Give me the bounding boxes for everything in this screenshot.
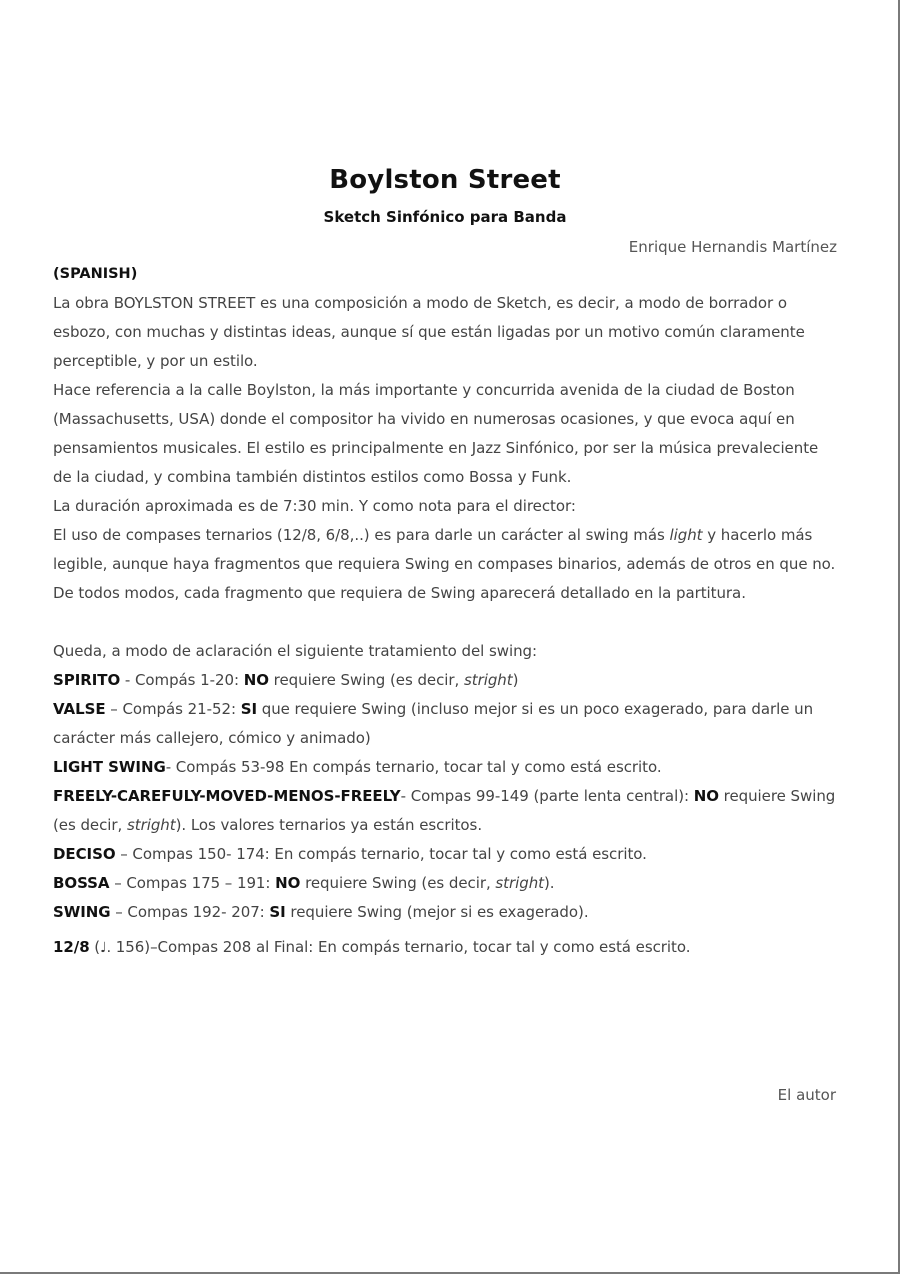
section-italic-term: stright: [463, 671, 513, 689]
section-measures: – Compas 175 – 191:: [109, 874, 276, 892]
section-measures: – Compas 192- 207:: [110, 903, 270, 921]
section-light-swing: [53, 753, 837, 782]
section-twelve-eight: [53, 933, 837, 963]
dotted-quarter-note-icon: ♩.: [100, 940, 112, 956]
section-name: SPIRITO: [53, 671, 121, 689]
page-subtitle: Sketch Sinfónico para Banda: [323, 208, 567, 226]
section-description: 156)–Compas 208 al Final: En compás ternario, tocar tal y como está escrito.: [111, 938, 691, 956]
section-end: ): [512, 671, 519, 689]
section-swing-flag: SI: [240, 700, 258, 718]
section-description: que requiere Swing (incluso mejor si es un poco exagerado, para darle un carácter más callejero, cómico y animado): [53, 700, 814, 747]
section-freely: [53, 782, 837, 840]
section-name: 12/8: [53, 938, 90, 956]
intro-p4-text-b: y hacerlo más legible, aunque haya fragmentos que requiera Swing en compases binarios, además de otros en que no. De todos modos, cada fragmento que requiera de Swing aparecerá detallado en la partitura.: [53, 526, 836, 602]
page-title: Boylston Street: [329, 165, 561, 195]
intro-paragraph-2: Hace referencia a la calle Boylston, la más importante y concurrida avenida de la ciudad de Boston (Massachusetts, USA) donde el compositor ha vivido en numerosas ocasiones, y que evoca aquí en pensamientos musicales. El estilo es principalmente en Jazz Sinfónico, por ser la música prevaleciente de la ciudad, y combina también distintos estilos como Bossa y Funk.: [53, 381, 819, 486]
section-name: DECISO: [53, 845, 116, 863]
clarification-line: Queda, a modo de aclaración el siguiente tratamiento del swing:: [53, 642, 538, 660]
section-name: BOSSA: [53, 874, 110, 892]
section-deciso: [53, 840, 837, 869]
section-swing-flag: SI: [269, 903, 286, 921]
intro-paragraph-3: La duración aproximada es de 7:30 min. Y como nota para el director:: [53, 497, 576, 515]
section-valse: [53, 695, 837, 753]
section-measures: - Compás 1-20:: [120, 671, 244, 689]
section-measures: – Compás 21-52:: [105, 700, 241, 718]
section-swing-flag: NO: [243, 671, 269, 689]
section-end: ).: [544, 874, 555, 892]
section-swing-flag: NO: [693, 787, 719, 805]
section-spirito: [53, 666, 837, 695]
section-description: – Compas 150- 174: En compás ternario, tocar tal y como está escrito.: [115, 845, 647, 863]
intro-p4-text-a: El uso de compases ternarios (12/8, 6/8,..) es para darle un carácter al swing más: [53, 526, 670, 544]
section-description: requiere Swing (mejor si es exagerado).: [285, 903, 589, 921]
composer-name: Enrique Hernandis Martínez: [628, 238, 837, 256]
language-label: (SPANISH): [53, 266, 138, 282]
intro-paragraph-4: [53, 521, 837, 608]
section-swing: [53, 898, 837, 927]
section-name: FREELY-CAREFULY-MOVED-MENOS-FREELY: [53, 787, 401, 805]
section-description: requiere Swing (es decir,: [300, 874, 496, 892]
section-description: requiere Swing (es decir,: [53, 787, 836, 834]
section-italic-term: stright: [495, 874, 544, 892]
section-italic-term: stright: [126, 816, 176, 834]
section-bossa: [53, 869, 837, 898]
section-description: requiere Swing (es decir,: [268, 671, 464, 689]
section-name: LIGHT SWING: [53, 758, 166, 776]
paragraph-spacer: [53, 608, 837, 637]
signature: El autor: [777, 1086, 836, 1104]
intro-paragraph-1: La obra BOYLSTON STREET es una composición a modo de Sketch, es decir, a modo de borrador o esbozo, con muchas y distintas ideas, aunque sí que están ligadas por un motivo común claramente perceptible, y por un estilo.: [53, 294, 805, 370]
section-description: - Compás 53-98 En compás ternario, tocar tal y como está escrito.: [165, 758, 662, 776]
section-paren: (: [89, 938, 101, 956]
section-measures: - Compas 99-149 (parte lenta central):: [400, 787, 694, 805]
section-swing-flag: NO: [275, 874, 301, 892]
intro-p4-italic: light: [669, 526, 703, 544]
document-body: [53, 160, 837, 963]
section-name: SWING: [53, 903, 111, 921]
section-end: ). Los valores ternarios ya están escritos.: [175, 816, 483, 834]
section-name: VALSE: [53, 700, 106, 718]
